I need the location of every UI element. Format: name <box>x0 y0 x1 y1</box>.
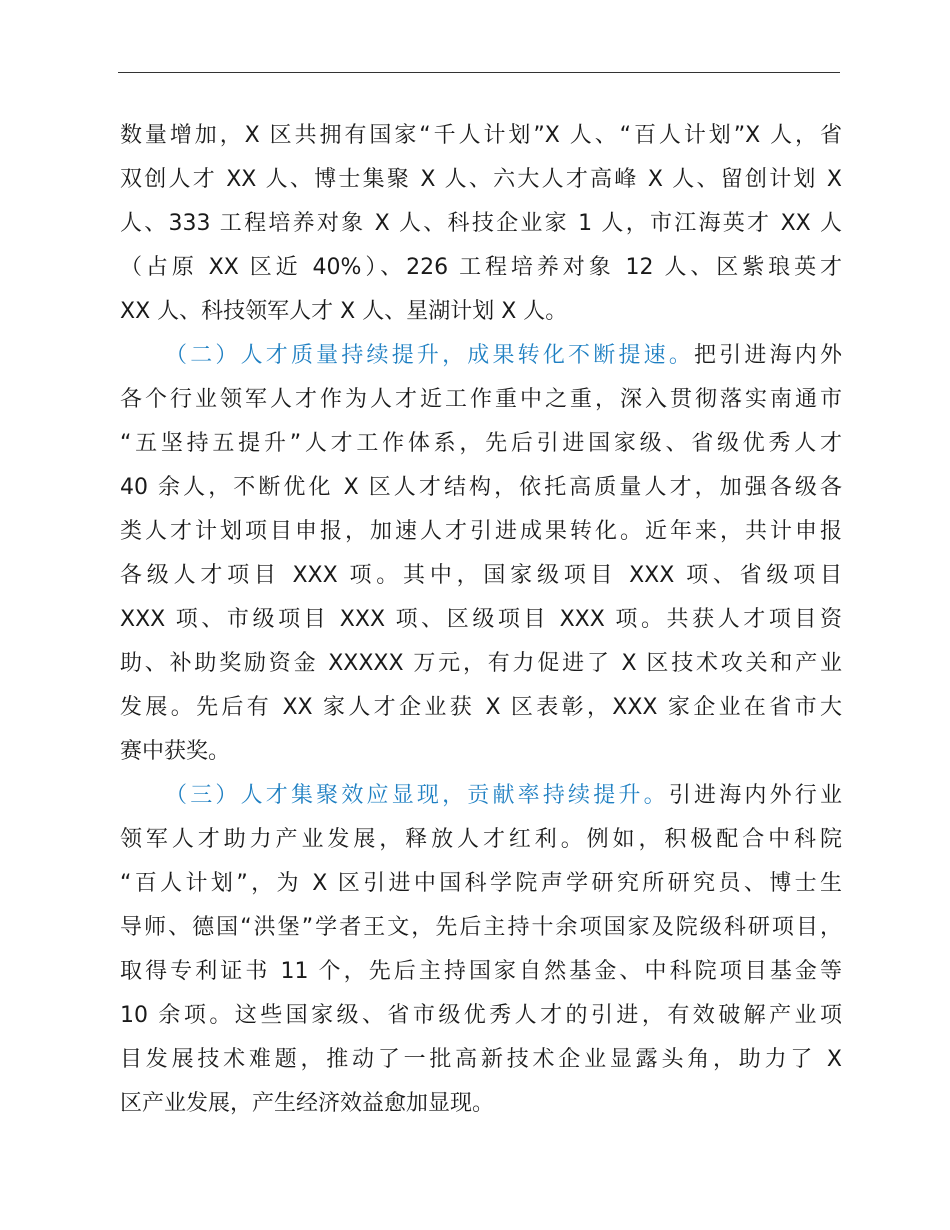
text-line: 双创人才 XX 人、博士集聚 X 人、六大人才高峰 X 人、留创计划 X <box>120 167 842 192</box>
text-line: XXX 项、市级项目 XXX 项、区级项目 XXX 项。共获人才项目资 <box>120 607 842 632</box>
text-line: XX 人、科技领军人才 X 人、星湖计划 X 人。 <box>120 299 568 324</box>
text-line: 40 余人，不断优化 X 区人才结构，依托高质量人才，加强各级各 <box>120 475 842 500</box>
text-line: 数量增加，X 区共拥有国家“千人计划”X 人、“百人计划”X 人，省 <box>120 123 842 148</box>
section-heading: （二）人才质量持续提升，成果转化不断提速。 <box>165 343 695 368</box>
text-line: 赛中获奖。 <box>120 739 231 764</box>
text-line <box>120 334 842 378</box>
text-line <box>120 774 842 818</box>
text-line: 区产业发展，产生经济效益愈加显现。 <box>120 1091 495 1116</box>
header-rule <box>118 72 840 73</box>
text-line: 发展。先后有 XX 家人才企业获 X 区表彰，XXX 家企业在省市大 <box>120 695 842 720</box>
paragraph-talent-effect <box>120 774 842 1126</box>
text-line: 类人才计划项目申报，加速人才引进成果转化。近年来，共计申报 <box>120 519 842 544</box>
text-line: “百人计划”，为 X 区引进中国科学院声学研究所研究员、博士生 <box>120 871 842 896</box>
text-line: 10 余项。这些国家级、省市级优秀人才的引进，有效破解产业项 <box>120 1003 842 1028</box>
paragraph-talent-quality <box>120 334 842 774</box>
text-line: （占原 XX 区近 40%）、226 工程培养对象 12 人、区紫琅英才 <box>120 255 842 280</box>
text-line: “五坚持五提升”人才工作体系，先后引进国家级、省级优秀人才 <box>120 431 842 456</box>
text-line: 各个行业领军人才作为人才近工作重中之重，深入贯彻落实南通市 <box>120 387 842 412</box>
text-line: 人、333 工程培养对象 X 人、科技企业家 1 人，市江海英才 XX 人 <box>120 211 842 236</box>
document-body <box>120 114 842 1126</box>
text-line: 助、补助奖励资金 XXXXX 万元，有力促进了 X 区技术攻关和产业 <box>120 651 842 676</box>
text-line: 目发展技术难题，推动了一批高新技术企业显露头角，助力了 X <box>120 1047 842 1072</box>
text-line: 领军人才助力产业发展，释放人才红利。例如，积极配合中科院 <box>120 827 842 852</box>
paragraph-talent-count <box>120 114 842 334</box>
heading-continuation: 引进海内外行业 <box>668 783 842 808</box>
heading-continuation: 把引进海内外 <box>694 343 842 368</box>
text-line: 各级人才项目 XXX 项。其中，国家级项目 XXX 项、省级项目 <box>120 563 842 588</box>
section-heading: （三）人才集聚效应显现，贡献率持续提升。 <box>165 783 669 808</box>
text-line: 取得专利证书 11 个，先后主持国家自然基金、中科院项目基金等 <box>120 959 842 984</box>
text-line: 导师、德国“洪堡”学者王文，先后主持十余项国家及院级科研项目， <box>120 915 842 940</box>
